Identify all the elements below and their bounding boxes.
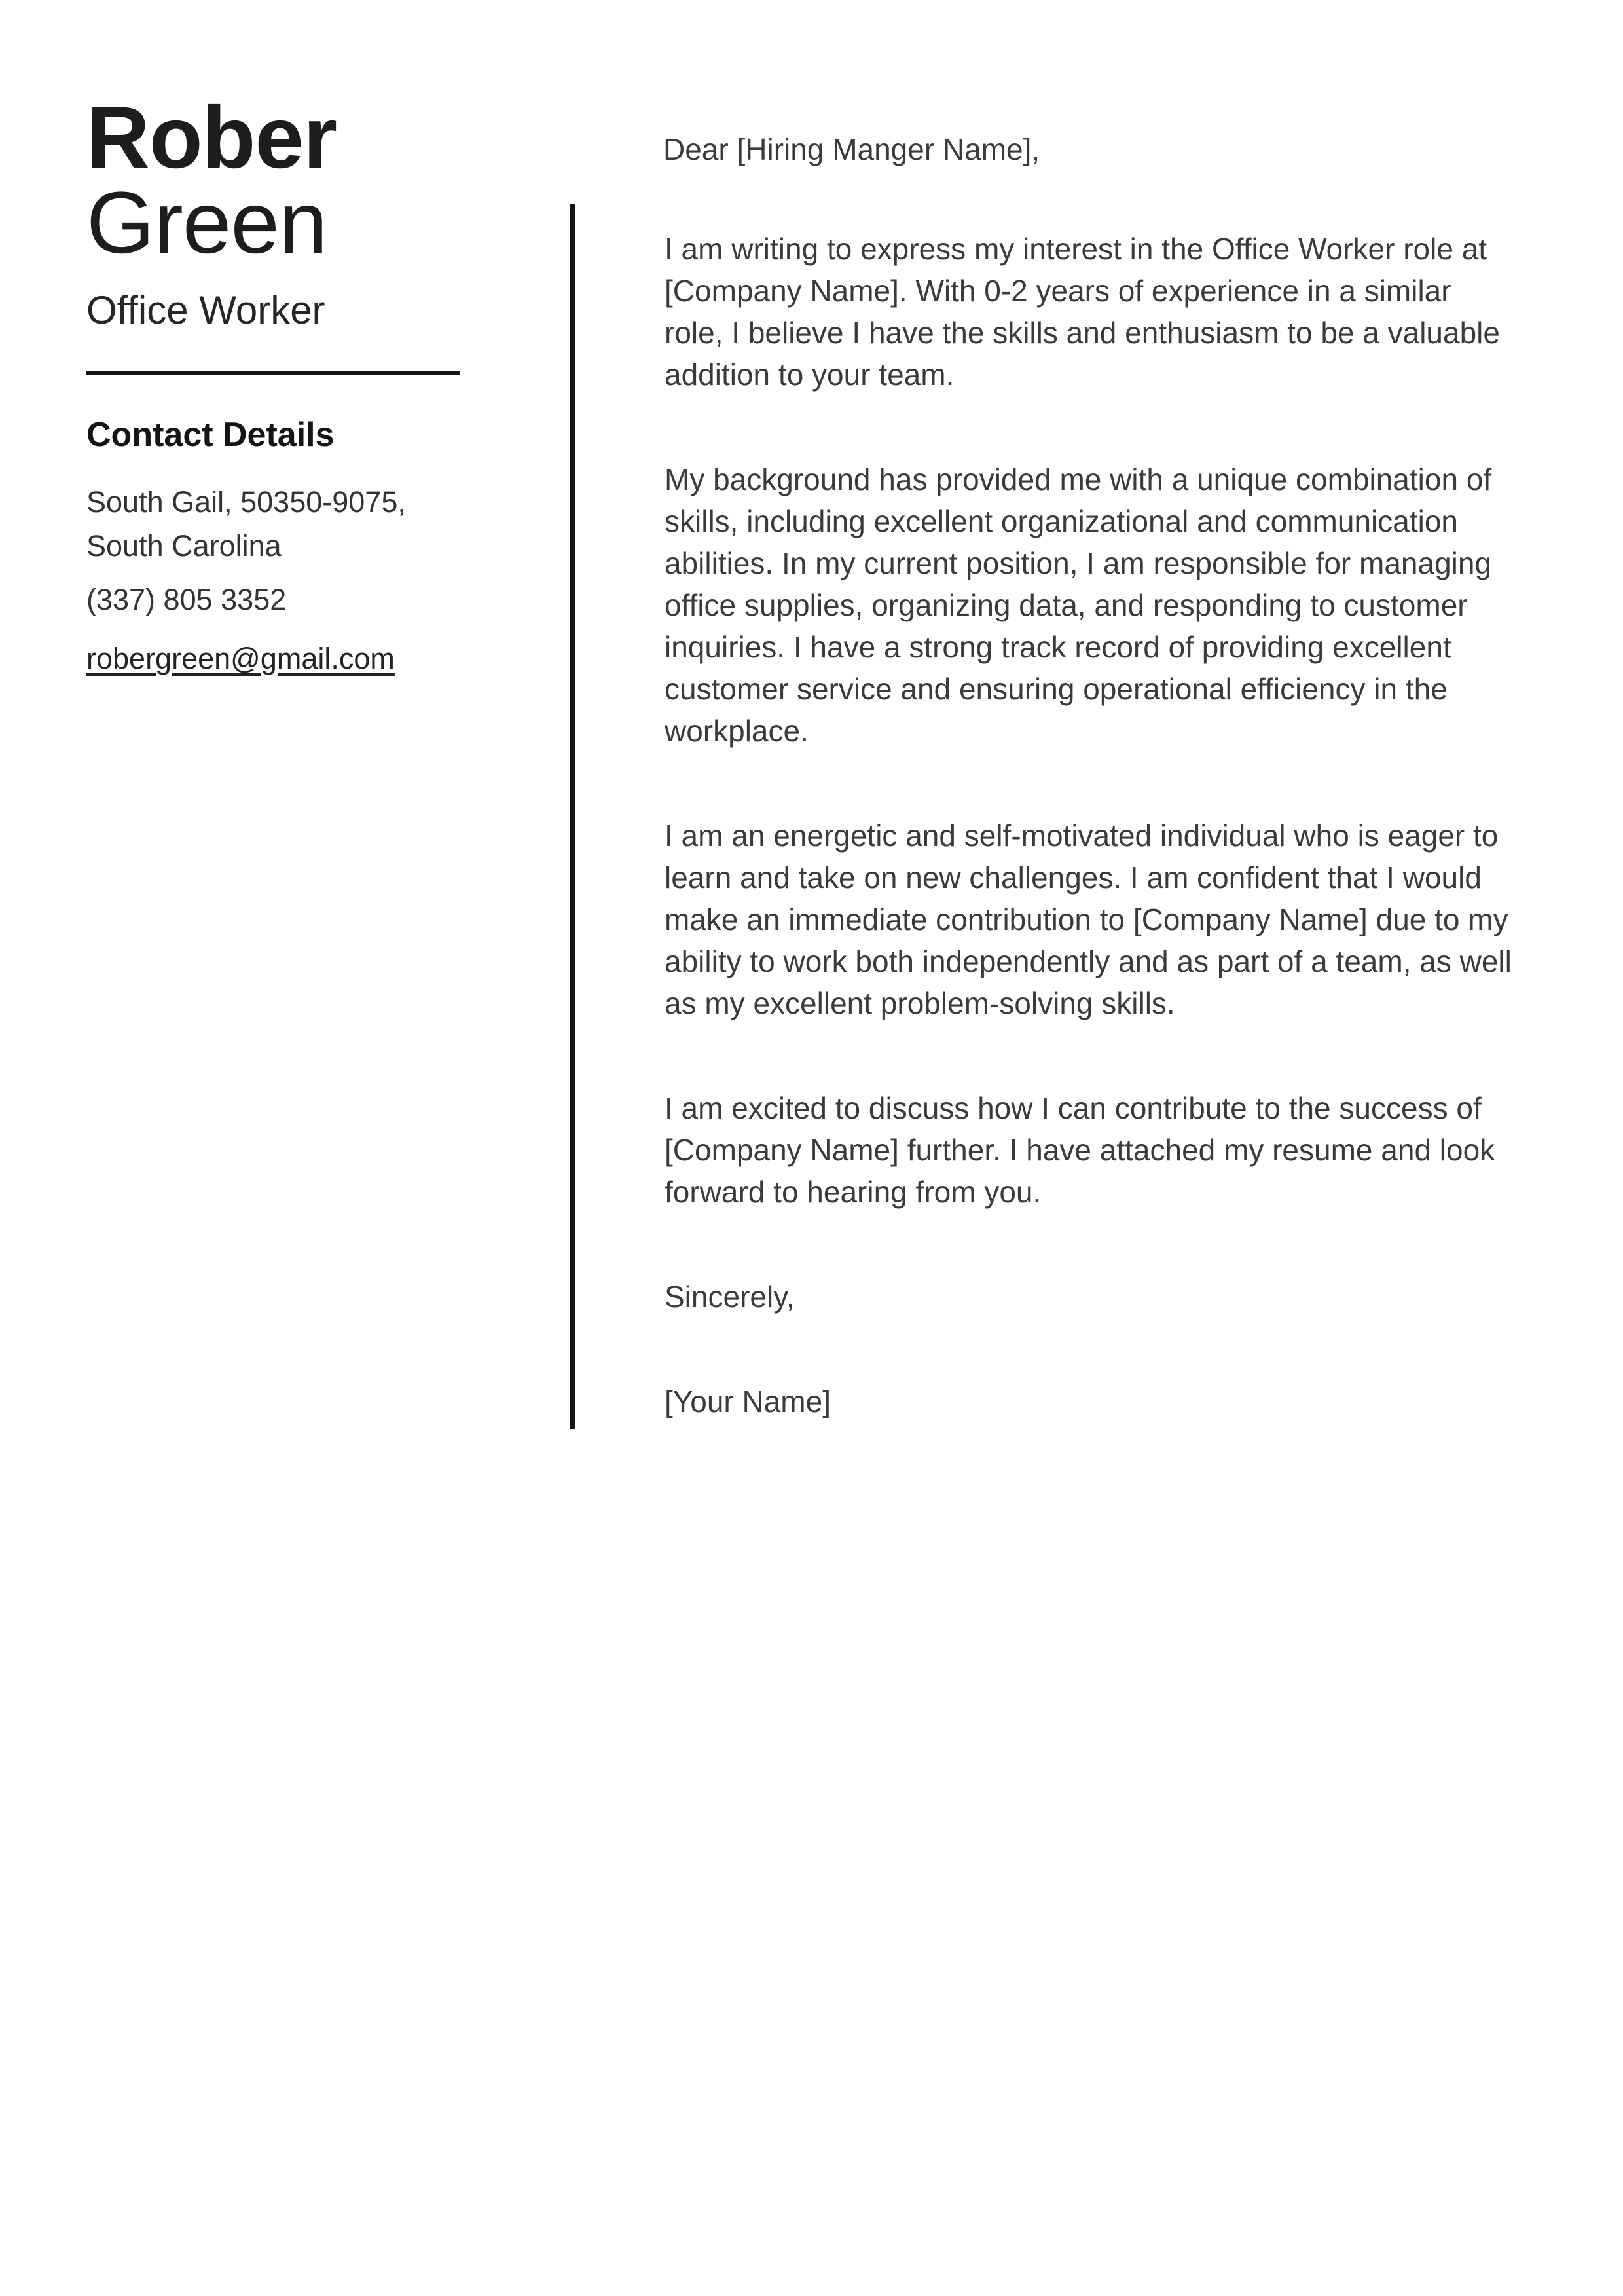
letter-paragraph-1: I am writing to express my interest in the Office Worker role at [Company Name]. With 0-2 years of experience in a similar role, I believe I have the skills and enthusiasm to be a valuable addition to your team. <box>665 232 1500 392</box>
closing: Sincerely, <box>665 1280 795 1314</box>
candidate-first-name: Rober <box>86 89 337 187</box>
salutation: Dear [Hiring Manger Name], <box>663 132 1040 166</box>
letter-paragraph-2: My background has provided me with a unique combination of skills, including excellent organizational and communication abilities. In my current position, I am responsible for managing office supplies, organizing data, and responding to customer inquiries. I have a strong track record of providing excellent customer service and ensuring operational efficiency in the workplace. <box>665 462 1492 748</box>
phone-number: (337) 805 3352 <box>86 583 287 616</box>
address-line-2: South Carolina <box>86 529 282 563</box>
contact-details-heading: Contact Details <box>86 416 335 454</box>
candidate-name <box>86 89 337 272</box>
address <box>86 480 406 568</box>
letter-paragraph-3: I am an energetic and self-motivated individual who is eager to learn and take on new challenges. I am confident that I would make an immediate contribution to [Company Name] due to my ability to work both independently and as part of a team, as well as my excellent problem-solving skills. <box>665 819 1512 1020</box>
letter-paragraph-4: I am excited to discuss how I can contribute to the success of [Company Name] further. I have attached my resume and look forward to hearing from you. <box>665 1091 1495 1209</box>
job-title: Office Worker <box>86 288 325 332</box>
address-line-1: South Gail, 50350-9075, <box>86 485 406 519</box>
letter-content-block <box>570 204 1516 1429</box>
email-link[interactable]: robergreen@gmail.com <box>86 642 395 675</box>
candidate-last-name: Green <box>86 174 327 272</box>
signature: [Your Name] <box>665 1384 831 1418</box>
sidebar-divider <box>86 371 460 375</box>
